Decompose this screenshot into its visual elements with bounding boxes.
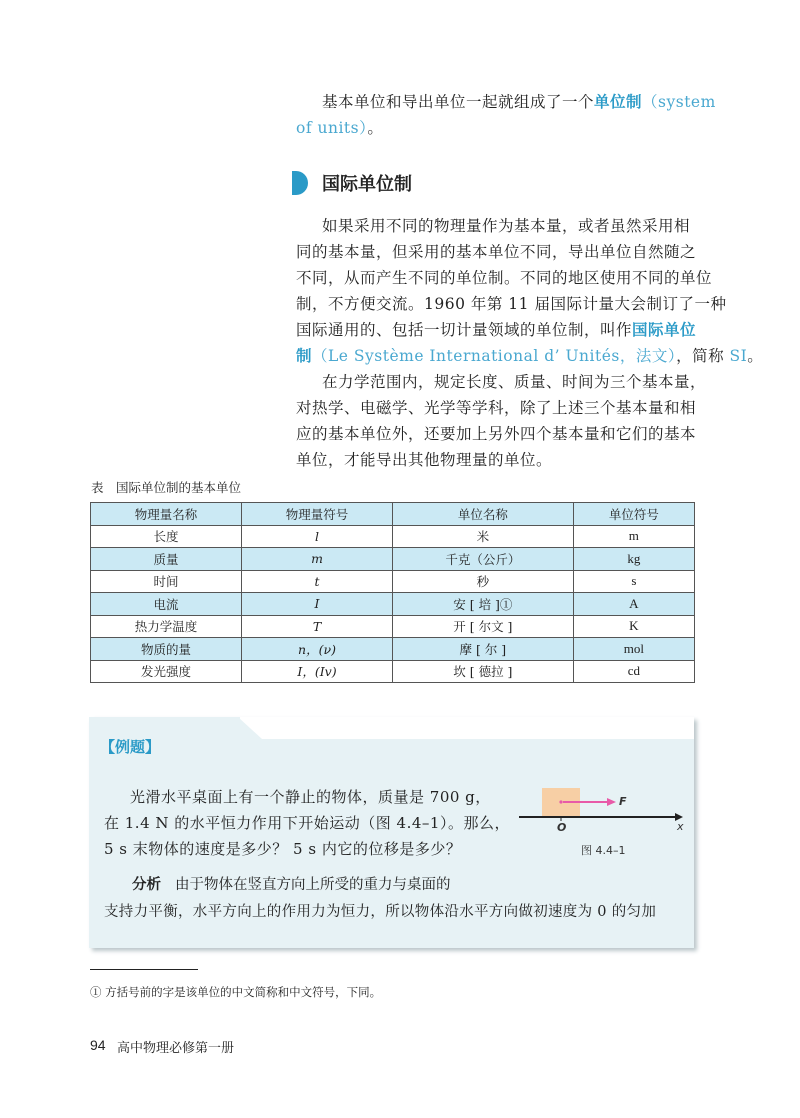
table-header-cell: 物理量名称 [91, 503, 242, 526]
example-problem-line-3: 5 s 末物体的速度是多少？ 5 s 内它的位移是多少？ [104, 840, 462, 858]
para2-line-1: 在力学范围内，规定长度、质量、时间为三个基本量， [322, 373, 707, 391]
table-cell: 发光强度 [91, 660, 242, 683]
si-french-name: （Le Système International d’ Unités，法文） [312, 347, 677, 365]
table-cell: T [242, 615, 393, 638]
table-caption: 表 国际单位制的基本单位 [91, 480, 242, 495]
table-header-cell: 单位名称 [393, 503, 574, 526]
example-box-tab-mask [240, 717, 694, 739]
analysis-text-1: 由于物体在竖直方向上所受的重力与桌面的 [175, 877, 451, 893]
si-abbr: SI [729, 347, 748, 365]
book-title: 高中物理必修第一册 [117, 1041, 235, 1056]
table-row [91, 660, 695, 683]
section-title: 国际单位制 [322, 174, 412, 195]
table-cell: 坎 [ 德拉 ] [393, 660, 574, 683]
table-cell: I [242, 593, 393, 616]
table-cell: 米 [393, 525, 574, 548]
para1-line-6 [296, 343, 763, 369]
table-cell: t [242, 570, 393, 593]
intro-line-1 [322, 89, 716, 115]
table-cell: 热力学温度 [91, 615, 242, 638]
page-number: 94 [90, 1037, 106, 1053]
table-row [91, 615, 695, 638]
force-label: F [619, 795, 627, 808]
intro-text: 基本单位和导出单位一起就组成了一个 [322, 93, 595, 111]
table-cell: kg [573, 548, 694, 571]
table-cell: 时间 [91, 570, 242, 593]
table-header-row [91, 503, 695, 526]
table-row [91, 570, 695, 593]
example-problem-line-2: 在 1.4 N 的水平恒力作用下开始运动（图 4.4–1）。那么， [104, 814, 510, 832]
example-box-corner [238, 717, 268, 741]
footnote: ① 方括号前的字是该单位的中文简称和中文符号，下同。 [90, 985, 382, 999]
para2-line-2: 对热学、电磁学、光学等学科，除了上述三个基本量和相 [296, 399, 697, 417]
intro-line-2 [296, 115, 383, 141]
table-cell: K [573, 615, 694, 638]
table-row [91, 548, 695, 571]
para1-line-4: 制，不方便交流。1960 年第 11 届国际计量大会制订了一种 [296, 295, 727, 313]
figure-caption: 图 4.4–1 [581, 844, 626, 857]
force-arrowhead-icon [607, 798, 616, 806]
table-cell: mol [573, 638, 694, 661]
analysis-line-2: 支持力平衡，水平方向上的作用力为恒力，所以物体沿水平方向做初速度为 0 的匀加 [104, 904, 657, 920]
example-problem-line-1: 光滑水平桌面上有一个静止的物体，质量是 700 g， [130, 788, 491, 806]
si-abbr-text: ，简称 [676, 347, 730, 365]
table-cell: n，(ν) [242, 638, 393, 661]
table-cell: 开 [ 尔文 ] [393, 615, 574, 638]
table-row [91, 638, 695, 661]
table-cell: s [573, 570, 694, 593]
table-header-cell: 物理量符号 [242, 503, 393, 526]
table-cell: 摩 [ 尔 ] [393, 638, 574, 661]
intro-english: （system [642, 93, 716, 111]
table-header-cell: 单位符号 [573, 503, 694, 526]
figure-4-4-1 [515, 786, 690, 836]
term-si-cont: 制 [296, 347, 313, 365]
para1-line-3: 不同，从而产生不同的单位制。不同的地区使用不同的单位 [296, 269, 713, 287]
term-unit-system: 单位制 [594, 93, 643, 111]
para1-line-2: 同的基本量，但采用的基本单位不同，导出单位自然随之 [296, 243, 697, 261]
table-cell: cd [573, 660, 694, 683]
para1-line-5 [296, 317, 696, 343]
example-title: 【例题】 [100, 738, 161, 756]
table-cell: l [242, 525, 393, 548]
intro-english-cont: of units） [296, 119, 368, 137]
para1-line-5-text: 国际通用的、包括一切计量领域的单位制，叫作 [296, 321, 633, 339]
table-cell: I，(Iv) [242, 660, 393, 683]
para2-line-4: 单位，才能导出其他物理量的单位。 [296, 451, 553, 469]
section-marker-icon [292, 171, 308, 195]
para2-line-3: 应的基本单位外，还要加上另外四个基本量和它们的基本 [296, 425, 697, 443]
term-si: 国际单位 [632, 321, 697, 339]
table-cell: 安 [ 培 ]① [393, 593, 574, 616]
intro-end: 。 [367, 119, 384, 137]
table-cell: 千克（公斤） [393, 548, 574, 571]
table-row [91, 525, 695, 548]
table-cell: 物质的量 [91, 638, 242, 661]
table-cell: 秒 [393, 570, 574, 593]
analysis-label: 分析 [132, 877, 161, 893]
para1-line-1: 如果采用不同的物理量作为基本量，或者虽然采用相 [322, 217, 691, 235]
table-cell: m [573, 525, 694, 548]
axis-x-label: x [677, 820, 684, 833]
table-cell: 质量 [91, 548, 242, 571]
si-end: 。 [747, 347, 764, 365]
table-cell: A [573, 593, 694, 616]
footnote-rule [90, 969, 198, 970]
table-cell: 电流 [91, 593, 242, 616]
si-base-units-table [90, 502, 695, 683]
table-row [91, 593, 695, 616]
table-cell: 长度 [91, 525, 242, 548]
analysis-line-1 [132, 872, 451, 898]
table-cell: m [242, 548, 393, 571]
origin-label: O [557, 821, 567, 834]
origin-dot [559, 800, 562, 803]
